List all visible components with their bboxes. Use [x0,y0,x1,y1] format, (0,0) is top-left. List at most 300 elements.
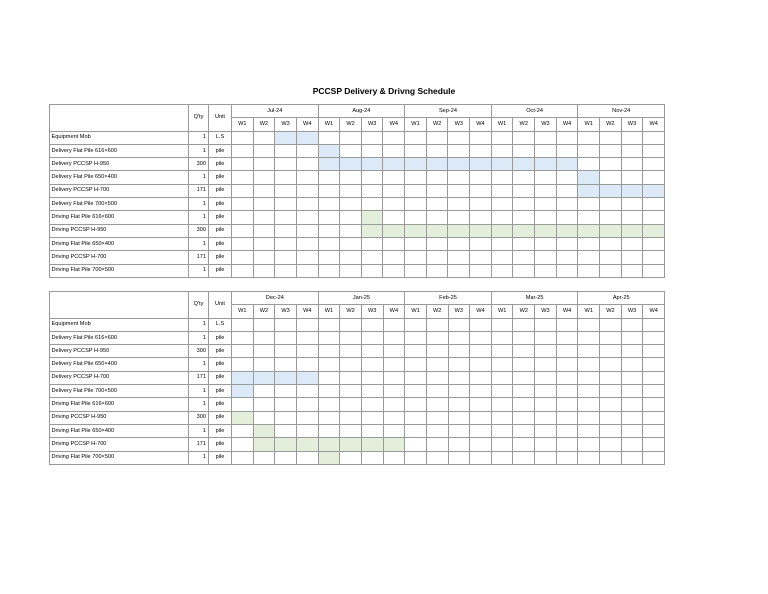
schedule-cell [535,318,557,331]
schedule-cell [383,318,405,331]
schedule-cell [405,318,427,331]
schedule-cell [383,264,405,277]
item-unit: pile [209,398,232,411]
item-qty: 1 [189,131,209,144]
schedule-bar-cell [405,158,427,171]
schedule-cell [556,371,578,384]
week-header: W2 [253,118,275,131]
schedule-cell [448,358,470,371]
schedule-cell [296,211,318,224]
schedule-bar-cell [383,224,405,237]
schedule-row [50,158,665,171]
schedule-cell [513,237,535,250]
schedule-cell [535,144,557,157]
schedule-cell [405,398,427,411]
schedule-cell [318,385,340,398]
schedule-cell [405,131,427,144]
schedule-cell [448,371,470,384]
schedule-cell [405,237,427,250]
schedule-cell [296,451,318,464]
schedule-cell [448,144,470,157]
schedule-cell [621,345,643,358]
schedule-bar-cell [448,158,470,171]
schedule-row [50,237,665,250]
schedule-cell [621,318,643,331]
schedule-cell [383,385,405,398]
schedule-cell [556,144,578,157]
schedule-cell [361,385,383,398]
schedule-bar-cell [275,438,297,451]
schedule-cell [232,211,254,224]
schedule-cell [383,358,405,371]
item-name: Driving Flat Pile 650×400 [50,237,189,250]
schedule-cell [491,398,513,411]
schedule-row [50,211,665,224]
schedule-cell [426,371,448,384]
schedule-cell [470,318,492,331]
schedule-cell [340,198,362,211]
qty-header: Q'ty [189,105,209,132]
schedule-cell [253,358,275,371]
schedule-cell [383,251,405,264]
schedule-cell [275,171,297,184]
schedule-cell [491,144,513,157]
week-header: W4 [643,118,665,131]
schedule-cell [318,371,340,384]
schedule-cell [578,398,600,411]
schedule-cell [296,224,318,237]
schedule-cell [426,385,448,398]
schedule-cell [513,211,535,224]
schedule-cell [405,184,427,197]
schedule-cell [578,211,600,224]
schedule-cell [491,318,513,331]
schedule-cell [426,264,448,277]
schedule-cell [556,424,578,437]
schedule-bar-cell [253,424,275,437]
schedule-cell [405,331,427,344]
schedule-cell [513,451,535,464]
schedule-cell [383,371,405,384]
schedule-cell [535,438,557,451]
schedule-cell [361,198,383,211]
schedule-bar-cell [340,158,362,171]
schedule-cell [340,144,362,157]
schedule-cell [621,331,643,344]
schedule-cell [643,358,665,371]
week-header: W2 [426,118,448,131]
schedule-cell [426,438,448,451]
schedule-cell [513,411,535,424]
item-unit: pile [209,211,232,224]
schedule-row [50,411,665,424]
schedule-cell [491,184,513,197]
schedule-cell [578,237,600,250]
schedule-cell [513,358,535,371]
schedule-bar-cell [535,224,557,237]
schedule-cell [578,144,600,157]
schedule-cell [426,345,448,358]
schedule-cell [600,211,622,224]
schedule-cell [556,345,578,358]
schedule-cell [470,171,492,184]
schedule-cell [470,358,492,371]
schedule-cell [318,198,340,211]
schedule-cell [253,398,275,411]
schedule-cell [253,131,275,144]
item-qty: 171 [189,184,209,197]
schedule-cell [253,211,275,224]
item-qty: 171 [189,371,209,384]
schedule-table-1 [49,104,665,278]
schedule-cell [470,184,492,197]
schedule-cell [253,224,275,237]
schedule-cell [600,144,622,157]
schedule-cell [470,331,492,344]
schedule-cell [361,318,383,331]
schedule-cell [426,144,448,157]
schedule-bar-cell [535,158,557,171]
schedule-cell [491,358,513,371]
week-header: W1 [491,305,513,318]
schedule-cell [513,424,535,437]
item-unit: L.S [209,131,232,144]
week-header: W4 [296,118,318,131]
schedule-cell [383,331,405,344]
schedule-cell [275,237,297,250]
week-header: W1 [232,305,254,318]
schedule-cell [275,424,297,437]
schedule-cell [513,385,535,398]
schedule-cell [643,264,665,277]
schedule-bar-cell [232,371,254,384]
schedule-cell [383,237,405,250]
week-header: W1 [405,118,427,131]
schedule-cell [318,171,340,184]
schedule-cell [470,251,492,264]
schedule-cell [448,211,470,224]
item-name: Driving Flat Pile 650×400 [50,424,189,437]
schedule-cell [405,345,427,358]
schedule-bar-cell [621,224,643,237]
schedule-cell [296,171,318,184]
schedule-cell [361,131,383,144]
schedule-cell [491,331,513,344]
schedule-cell [405,358,427,371]
item-name: Driving PCCSP H-700 [50,438,189,451]
schedule-cell [405,264,427,277]
schedule-cell [535,184,557,197]
schedule-row [50,451,665,464]
schedule-cell [318,331,340,344]
week-header: W1 [318,305,340,318]
schedule-cell [340,237,362,250]
schedule-cell [621,411,643,424]
schedule-bar-cell [405,224,427,237]
schedule-cell [643,424,665,437]
schedule-cell [578,371,600,384]
schedule-cell [448,411,470,424]
schedule-bar-cell [643,224,665,237]
schedule-cell [535,451,557,464]
schedule-cell [275,345,297,358]
schedule-cell [535,331,557,344]
schedule-row [50,171,665,184]
schedule-cell [296,345,318,358]
schedule-cell [318,398,340,411]
item-unit: pile [209,424,232,437]
schedule-cell [578,358,600,371]
schedule-bar-cell [318,438,340,451]
schedule-cell [621,424,643,437]
schedule-cell [578,318,600,331]
schedule-cell [578,251,600,264]
schedule-cell [470,385,492,398]
schedule-cell [340,385,362,398]
schedule-cell [383,424,405,437]
schedule-cell [405,411,427,424]
schedule-cell [253,331,275,344]
item-unit: pile [209,144,232,157]
page-title: PCCSP Delivery & Drivng Schedule [312,86,456,96]
schedule-cell [275,158,297,171]
schedule-cell [535,411,557,424]
schedule-cell [426,411,448,424]
schedule-cell [621,251,643,264]
schedule-cell [275,331,297,344]
item-unit: pile [209,198,232,211]
schedule-cell [578,451,600,464]
schedule-cell [600,438,622,451]
schedule-cell [491,251,513,264]
schedule-cell [275,385,297,398]
schedule-cell [253,171,275,184]
schedule-bar-cell [448,224,470,237]
schedule-row [50,251,665,264]
schedule-cell [426,131,448,144]
schedule-cell [296,331,318,344]
schedule-bar-cell [340,438,362,451]
item-name: Delivery PCCSP H-950 [50,158,189,171]
schedule-cell [643,438,665,451]
month-header: Nov-24 [578,105,665,118]
item-unit: pile [209,331,232,344]
schedule-cell [361,184,383,197]
schedule-cell [253,251,275,264]
schedule-bar-cell [361,438,383,451]
qty-header: Q'ty [189,292,209,319]
schedule-cell [535,345,557,358]
schedule-cell [340,318,362,331]
schedule-cell [578,411,600,424]
schedule-cell [621,237,643,250]
schedule-cell [405,211,427,224]
schedule-cell [232,131,254,144]
week-header: W2 [253,305,275,318]
schedule-bar-cell [426,224,448,237]
schedule-cell [491,264,513,277]
schedule-bar-cell [470,158,492,171]
week-header: W1 [491,118,513,131]
item-qty: 300 [189,345,209,358]
item-name: Driving Flat Pile 616×600 [50,398,189,411]
schedule-cell [318,411,340,424]
item-name: Delivery Flat Pile 616×600 [50,331,189,344]
schedule-cell [361,411,383,424]
schedule-cell [556,331,578,344]
item-unit: pile [209,451,232,464]
schedule-cell [448,451,470,464]
week-header: W3 [361,118,383,131]
item-unit: pile [209,345,232,358]
schedule-bar-cell [491,224,513,237]
schedule-cell [383,171,405,184]
unit-header: Unit [209,292,232,319]
schedule-cell [600,385,622,398]
schedule-cell [470,398,492,411]
schedule-cell [275,184,297,197]
item-name: Delivery Flat Pile 650×400 [50,171,189,184]
schedule-cell [600,251,622,264]
schedule-cell [340,345,362,358]
week-header: W1 [578,305,600,318]
schedule-cell [361,237,383,250]
schedule-cell [448,184,470,197]
schedule-bar-cell [318,158,340,171]
schedule-cell [232,251,254,264]
schedule-cell [318,251,340,264]
schedule-bar-cell [253,438,275,451]
schedule-row [50,198,665,211]
schedule-cell [535,371,557,384]
month-header: Feb-25 [405,292,492,305]
schedule-bar-cell [426,158,448,171]
week-header: W4 [470,305,492,318]
schedule-cell [275,318,297,331]
schedule-cell [643,451,665,464]
schedule-cell [318,345,340,358]
schedule-cell [621,358,643,371]
schedule-cell [470,237,492,250]
schedule-cell [296,385,318,398]
schedule-cell [340,264,362,277]
schedule-cell [426,251,448,264]
schedule-cell [383,198,405,211]
schedule-cell [340,331,362,344]
schedule-cell [340,358,362,371]
schedule-cell [318,131,340,144]
schedule-cell [535,237,557,250]
schedule-cell [621,264,643,277]
schedule-cell [296,411,318,424]
schedule-cell [275,411,297,424]
schedule-cell [621,371,643,384]
schedule-cell [470,264,492,277]
schedule-cell [448,438,470,451]
schedule-cell [448,345,470,358]
schedule-cell [600,237,622,250]
schedule-cell [405,371,427,384]
schedule-cell [643,211,665,224]
schedule-cell [232,171,254,184]
unit-header: Unit [209,105,232,132]
schedule-cell [232,398,254,411]
item-qty: 171 [189,438,209,451]
schedule-bar-cell [275,371,297,384]
schedule-cell [643,318,665,331]
schedule-cell [426,211,448,224]
schedule-cell [513,144,535,157]
schedule-cell [578,331,600,344]
schedule-cell [275,211,297,224]
schedule-cell [253,184,275,197]
schedule-cell [470,371,492,384]
month-header: Mar-25 [491,292,578,305]
schedule-cell [470,198,492,211]
schedule-cell [621,171,643,184]
schedule-cell [491,237,513,250]
schedule-cell [491,385,513,398]
item-unit: L.S [209,318,232,331]
item-name: Delivery PCCSP H-700 [50,371,189,384]
schedule-cell [253,198,275,211]
schedule-cell [513,398,535,411]
schedule-cell [448,171,470,184]
schedule-bar-cell [361,224,383,237]
schedule-cell [383,184,405,197]
schedule-cell [643,411,665,424]
item-qty: 1 [189,424,209,437]
schedule-cell [513,184,535,197]
schedule-cell [318,184,340,197]
schedule-row [50,224,665,237]
schedule-cell [600,331,622,344]
schedule-cell [232,345,254,358]
schedule-cell [426,451,448,464]
item-qty: 1 [189,171,209,184]
schedule-cell [340,211,362,224]
item-qty: 1 [189,237,209,250]
schedule-cell [318,358,340,371]
schedule-cell [405,198,427,211]
schedule-cell [426,198,448,211]
schedule-bar-cell [513,158,535,171]
week-header: W3 [535,118,557,131]
schedule-cell [318,211,340,224]
schedule-cell [556,318,578,331]
schedule-cell [383,144,405,157]
schedule-cell [448,424,470,437]
schedule-bar-cell [361,211,383,224]
schedule-cell [296,264,318,277]
schedule-cell [361,345,383,358]
schedule-cell [253,385,275,398]
item-unit: pile [209,264,232,277]
schedule-cell [535,131,557,144]
week-header: W4 [643,305,665,318]
item-qty: 1 [189,331,209,344]
schedule-cell [253,264,275,277]
schedule-cell [340,398,362,411]
schedule-cell [535,198,557,211]
schedule-bar-cell [578,184,600,197]
schedule-row [50,184,665,197]
schedule-cell [578,385,600,398]
schedule-cell [275,398,297,411]
schedule-cell [578,158,600,171]
schedule-cell [513,131,535,144]
schedule-row [50,331,665,344]
